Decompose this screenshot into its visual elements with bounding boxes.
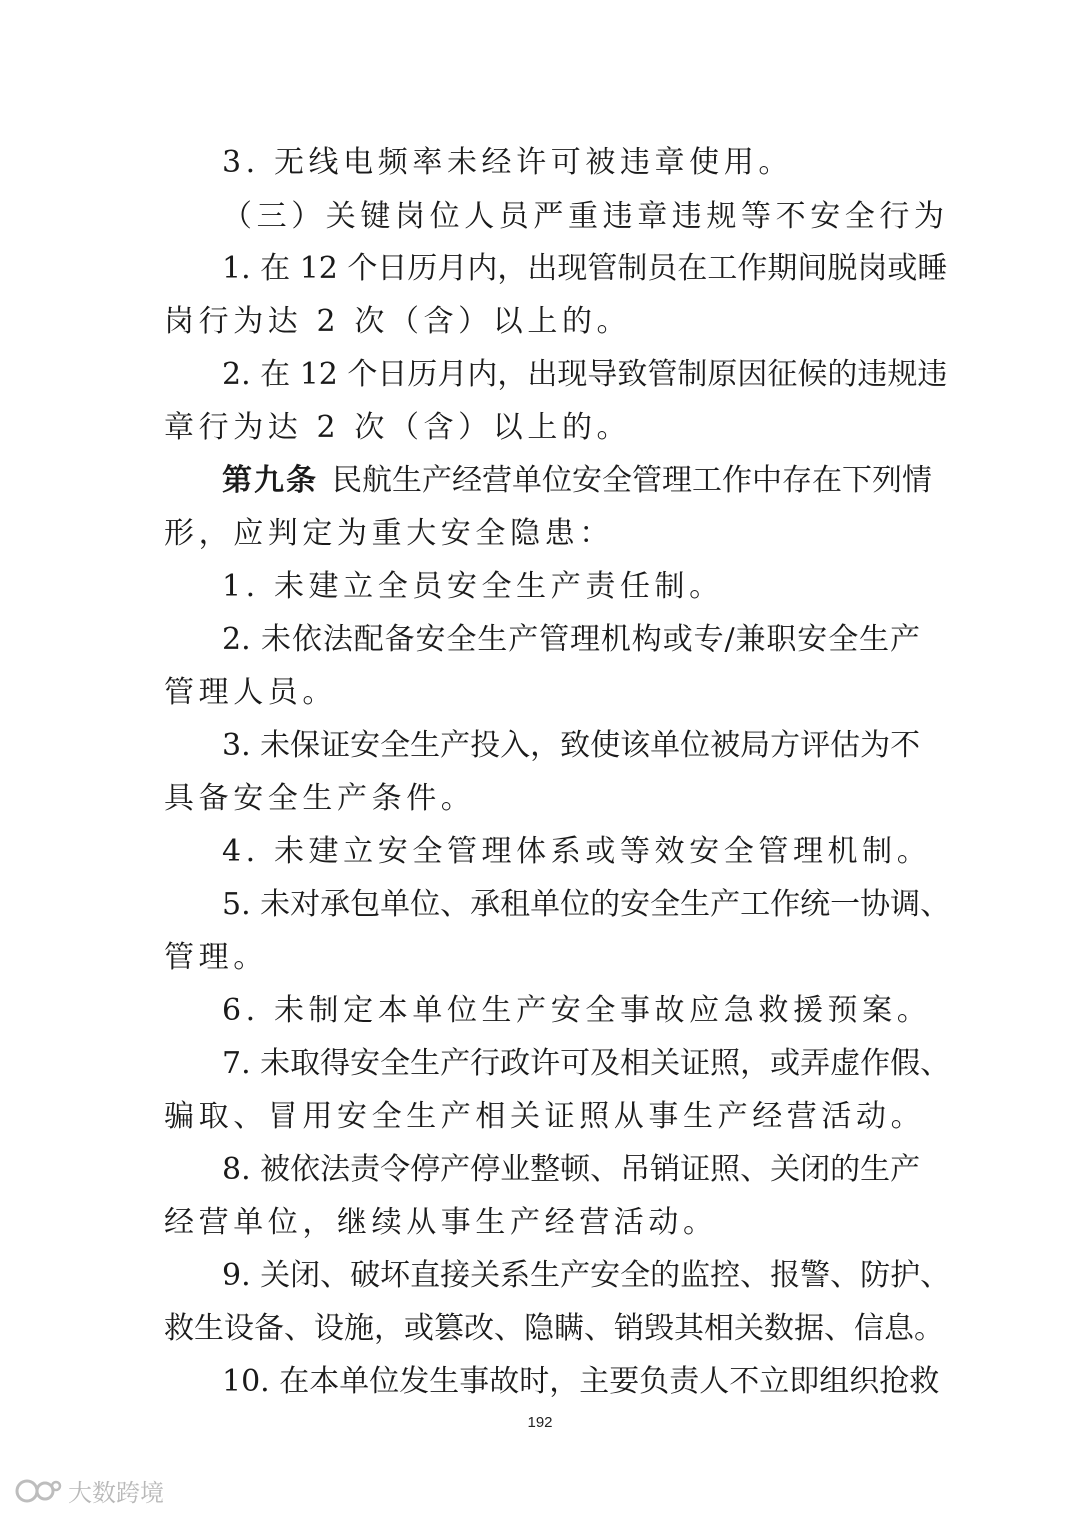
page-number: 192 [527, 1414, 553, 1431]
list-item: 2. 未依法配备安全生产管理机构或专/兼职安全生产 [222, 622, 920, 657]
list-item: 4. 未建立安全管理体系或等效安全管理机制。 [222, 834, 932, 869]
list-item-continuation: 管理人员。 [164, 675, 337, 710]
list-item: 2. 在 12 个日历月内，出现导致管制原因征候的违规违 [222, 357, 948, 392]
list-item-continuation: 骗取、冒用安全生产相关证照从事生产经营活动。 [164, 1099, 926, 1134]
list-item: 8. 被依法责令停产停业整顿、吊销证照、关闭的生产 [222, 1152, 921, 1187]
list-item-continuation: 救生设备、设施，或篡改、隐瞒、销毁其相关数据、信息。 [164, 1311, 944, 1346]
list-item: 3. 未保证安全生产投入，致使该单位被局方评估为不 [222, 728, 921, 763]
list-item: 3. 无线电频率未经许可被违章使用。 [222, 145, 793, 180]
list-item-continuation: 岗行为达 2 次（含）以上的。 [164, 304, 632, 339]
article-paragraph [222, 461, 932, 501]
list-item: 10. 在本单位发生事故时，主要负责人不立即组织抢救 [222, 1364, 940, 1399]
list-item: 6. 未制定本单位生产安全事故应急救援预案。 [222, 993, 932, 1028]
list-item: 5. 未对承包单位、承租单位的安全生产工作统一协调、 [222, 887, 951, 922]
list-item-continuation: 管理。 [164, 940, 268, 975]
list-item: 9. 关闭、破坏直接关系生产安全的监控、报警、防护、 [222, 1258, 951, 1293]
list-item: 1. 在 12 个日历月内，出现管制员在工作期间脱岗或睡 [222, 251, 948, 286]
list-item: 7. 未取得安全生产行政许可及相关证照，或弄虚作假、 [222, 1046, 951, 1081]
section-heading: （三）关键岗位人员严重违章违规等不安全行为 [222, 199, 949, 234]
watermark-text: 大数跨境 [68, 1479, 164, 1507]
list-item-continuation: 经营单位，继续从事生产经营活动。 [164, 1205, 718, 1240]
list-item: 1. 未建立全员安全生产责任制。 [222, 569, 724, 604]
article-continuation: 形，应判定为重大安全隐患： [164, 516, 614, 551]
article-title: 第九条 [222, 463, 318, 498]
watermark [14, 1473, 164, 1508]
logo-icon [14, 1476, 62, 1506]
article-text: 民航生产经营单位安全管理工作中存在下列情 [332, 463, 932, 498]
list-item-continuation: 章行为达 2 次（含）以上的。 [164, 410, 632, 445]
list-item-continuation: 具备安全生产条件。 [164, 781, 476, 816]
